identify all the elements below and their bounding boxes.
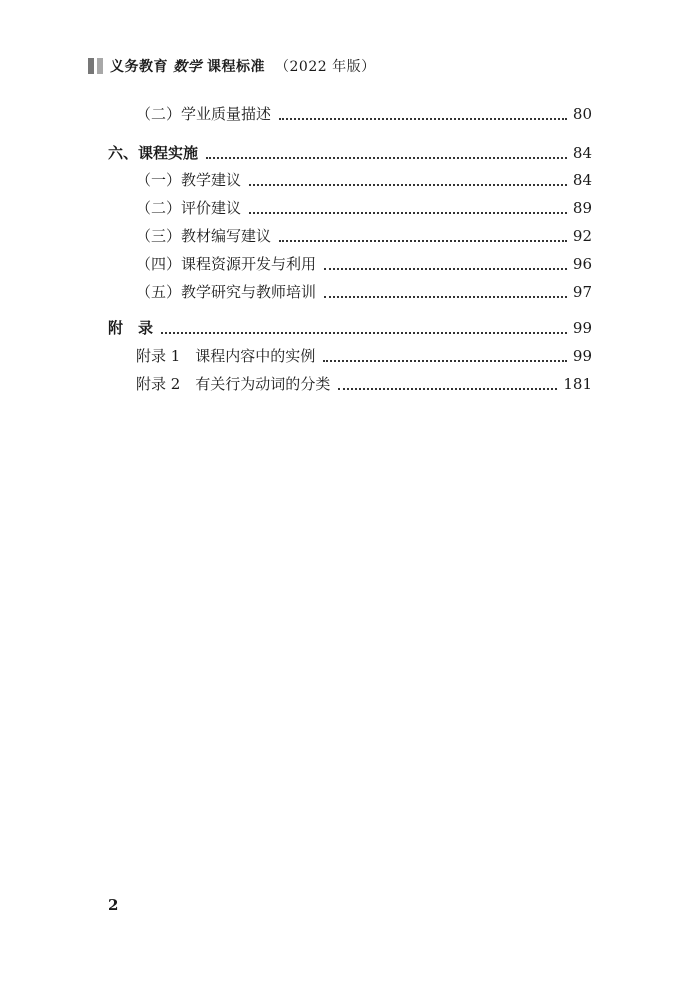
toc-entry[interactable]: [136, 226, 592, 246]
toc-entry-page: 96: [572, 255, 592, 273]
running-head: [88, 56, 376, 76]
toc-entry-label: （二）学业质量描述: [136, 105, 272, 123]
toc-entry[interactable]: [136, 198, 592, 218]
toc-entry-label: 六、课程实施: [108, 144, 199, 162]
toc-entry-page: 80: [572, 105, 592, 123]
toc-entry-page: 92: [572, 227, 592, 245]
toc-entry-page: 181: [563, 375, 592, 393]
toc-entry-page: 99: [572, 319, 592, 337]
toc-entry-page: 99: [572, 347, 592, 365]
toc-entry-label: 附 录: [108, 319, 154, 337]
toc-entry[interactable]: [136, 104, 592, 124]
toc-entry-page: 84: [572, 171, 592, 189]
toc-entry-label: （一）教学建议: [136, 171, 242, 189]
toc-dot-leader: [279, 118, 567, 120]
toc-entry[interactable]: [136, 254, 592, 274]
toc-dot-leader: [324, 296, 567, 298]
toc-entry-label: 附录 2 有关行为动词的分类: [136, 375, 331, 393]
toc-dot-leader: [279, 240, 567, 242]
toc-entry[interactable]: [136, 282, 592, 302]
toc-dot-leader: [324, 268, 567, 270]
header-subject: 数学: [173, 59, 202, 75]
toc-dot-leader: [323, 360, 567, 362]
toc-entry[interactable]: [108, 143, 592, 163]
toc-dot-leader: [338, 388, 557, 390]
toc-entry-page: 89: [572, 199, 592, 217]
header-edition: （2022 年版）: [275, 59, 376, 75]
toc-entry[interactable]: [136, 346, 592, 366]
toc-entry-page: 97: [572, 283, 592, 301]
header-series: 义务教育: [110, 59, 168, 75]
toc-entry[interactable]: [108, 318, 592, 338]
toc-entry-page: 84: [572, 144, 592, 162]
toc-entry[interactable]: [136, 170, 592, 190]
toc-entry-label: （三）教材编写建议: [136, 227, 272, 245]
header-title: 课程标准: [207, 59, 265, 75]
toc-entry-label: 附录 1 课程内容中的实例: [136, 347, 316, 365]
header-bars-icon: [88, 58, 103, 74]
toc-dot-leader: [249, 184, 567, 186]
toc-entry[interactable]: [136, 374, 592, 394]
toc-entry-label: （五）教学研究与教师培训: [136, 283, 317, 301]
toc-entry-label: （二）评价建议: [136, 199, 242, 217]
page-number: 2: [108, 896, 119, 914]
toc-entry-label: （四）课程资源开发与利用: [136, 255, 317, 273]
toc-dot-leader: [249, 212, 567, 214]
toc-dot-leader: [206, 157, 567, 159]
toc-dot-leader: [161, 332, 567, 334]
